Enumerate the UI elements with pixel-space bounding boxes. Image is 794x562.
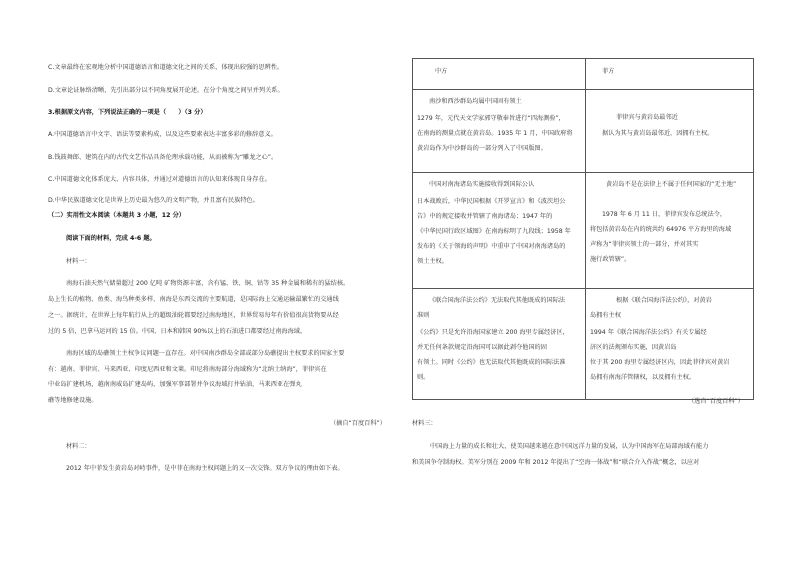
cell-line: 将包括黄岩岛在内的统共约 64976 平方海里的海域	[590, 226, 732, 233]
cell-line: 《公约》只是允许沿海国家建立 200 海里专属经济区，	[417, 329, 569, 336]
material-1-line: 过的 5 倍，巴拿马运河的 15 倍。中国、日本和韩国 90%以上的石油进口都要经过南海海域。	[48, 328, 307, 335]
cell-line: 黄岩岛作为中沙群岛的一部分列入了中国版图。	[417, 145, 547, 152]
table-row-3-philippines	[586, 289, 754, 400]
row-2-china-heading: 中国对南海诸岛实施接收得到国际公认	[429, 181, 535, 188]
cell-line: 施行政管辖”。	[590, 256, 631, 263]
material-1-title: 材料一：	[66, 258, 91, 265]
cell-line: 有领土。同时《公约》也无法取代其他既成的国际法准	[417, 359, 566, 366]
material-1-line: 南海石油天然气储量超过 200 亿吨 矿物资源丰富，含有锰、铁、铜、钴等 35 种金属和稀有的猛结核。	[66, 280, 350, 287]
material-1-line: 中业岛扩建机场，越南南威岛扩建岛屿，加强军事部署并争议海域打井钻油，马来西亚在弹丸	[48, 381, 302, 388]
question-3-option-a: A.中国道德语言中文字、语法等要素构成，以及这些要素表达丰富多彩的修辞意义。	[48, 131, 277, 138]
table-row-2-china	[413, 173, 586, 289]
question-3-option-c: C.中国道德文化体系庞大、内容具体，并通过对道德语言的认知来体现自身存在。	[48, 176, 271, 183]
cell-line: 在南海的测量点就在黄岩岛。1935 年 1 月，中国政府将	[417, 130, 573, 137]
row-3-philippines-heading-2: 岛拥有主权	[590, 312, 621, 319]
row-3-china-heading: 《联合国海洋法公约》无法取代其他既成的国际法	[429, 297, 566, 304]
material-1-line: 南海区域的岛礁领土主权争议问题一直存在。对中国南沙群岛全部或部分岛礁提出主权要求的国家主要	[66, 350, 345, 357]
cell-line: 据认为其与黄岩岛最邻近，因拥有主权。	[602, 130, 714, 137]
material-1-line: 有：越南、菲律宾、马来西亚、印度尼西亚和文莱。印尼将南海部分海域称为“北纳土纳海”，菲律宾在	[48, 366, 327, 373]
cell-line: 声称为“菲律宾领土的一部分，并对其实	[590, 241, 699, 248]
row-1-philippines-heading: 菲律宾与黄岩岛最邻近	[616, 114, 678, 121]
row-3-philippines-heading: 根据《联合国海洋法公约》，对黄岩	[616, 297, 712, 304]
table-row-1-philippines	[586, 90, 754, 173]
table-row-1-china	[413, 90, 586, 173]
cell-line: 1994 年《联合国海洋法公约》有关专属经	[590, 329, 707, 336]
table-header-philippines: 菲方	[586, 59, 754, 90]
cell-line: 《中华民国行政区域图》在南海标明了九段线；1958 年	[417, 228, 571, 235]
cell-line: 则。	[417, 374, 430, 381]
row-1-china-heading: 南沙和西沙群岛均属中国固有领土	[429, 98, 522, 105]
cell-line: 1279 年，元代天文学家郭守敬奉旨进行“四海测验”，	[417, 115, 565, 122]
material-3-title: 材料三：	[412, 420, 437, 427]
question-3: 3.根据原文内容，下列说法正确的一项是（ ）（3 分）	[48, 109, 207, 116]
table-header-china: 中方	[413, 59, 586, 90]
cell-line: 济区的法规颁布实施，因黄岩岛	[590, 344, 677, 351]
cell-line: 并无任何条款规定沿海国可以据此剥夺他国的固	[417, 344, 547, 351]
cell-line: 发布的《关于领海的声明》中重申了中国对南海诸岛的	[417, 243, 566, 250]
table-row-2-philippines	[586, 173, 754, 289]
cell-line: 领土主权。	[417, 258, 448, 265]
question-3-option-b: B.钱鼓舞郎、建筑在内的古代文艺作品具备伦理承载功能，从而被称为“雕龙之心”。	[48, 154, 278, 161]
section-2-heading: （二）实用性文本阅读（本题共 3 小题，12 分）	[48, 212, 185, 219]
cell-line: 告》中的规定接收并管辖了南海诸岛；1947 年的	[417, 213, 553, 220]
material-3-line: 和美国争夺制海权。美军分别在 2009 年和 2012 年提出了“空海一体战”和“联合介入作战”概念，以应对	[412, 459, 700, 466]
table-row-3-china	[413, 289, 586, 400]
row-3-china-heading-2: 准则	[417, 312, 430, 319]
material-1-line: 岛上生长的植物、鱼类、海鸟种类多样，南海是东西交流的主要航道，是国际海上交通运输最繁忙的交通线	[48, 296, 339, 303]
cell-line: 岛拥有南海洋管辖权，以及拥有主权。	[590, 374, 696, 381]
material-1-line: 礁等地修建设施。	[48, 397, 98, 404]
material-2-title: 材料二：	[66, 443, 91, 450]
option-d-text: D.文章论证脉络清晰，先引出部分以不同角度展开论述，在分个角度之间呈并列关系。	[48, 87, 284, 94]
dispute-comparison-table	[412, 58, 754, 400]
cell-line: 1978 年 6 月 11 日，菲律宾发布总统法令，	[602, 211, 727, 218]
material-3-line: 中国海上力量的成长和壮大，使美国越来越在意中国远洋力量的发展，认为中国海军在局部海域有能力	[430, 443, 709, 450]
cell-line: 位于其 200 海里专属经济区内，因此菲律宾对黄岩	[590, 359, 730, 366]
question-3-option-d: D.中华民族道德文化是世界上历史最为悠久的文明产物，并且富有民族特色。	[48, 197, 259, 204]
material-2-intro: 2012 年中菲发生黄岩岛对峙事件，是中菲在南海主权问题上的又一次交锋。双方争议的理由如下表。	[66, 465, 344, 472]
cell-line: 日本战败后，中华民国根据《开罗宣言》和《波茨坦公	[417, 198, 566, 205]
row-2-philippines-heading: 黄岩岛不是在法律上不属于任何国家的“无主地”	[606, 181, 737, 188]
material-2-source: （选自“百度百科”）	[688, 398, 744, 405]
material-1-source: （摘自“百度百科”）	[330, 420, 386, 427]
material-1-line: 之一。据统计，在世界上每年航行从上的超级油轮都要经过南海地区，世界贸易每年有价值很高货物要从经	[48, 312, 339, 319]
reading-instruction: 阅读下面的材料，完成 4-6 题。	[66, 235, 156, 242]
option-c-text: C.文章最终在宏观地分析中国道德语言和道德文化之间的关系，体现出较强的思辨性。	[48, 64, 284, 71]
